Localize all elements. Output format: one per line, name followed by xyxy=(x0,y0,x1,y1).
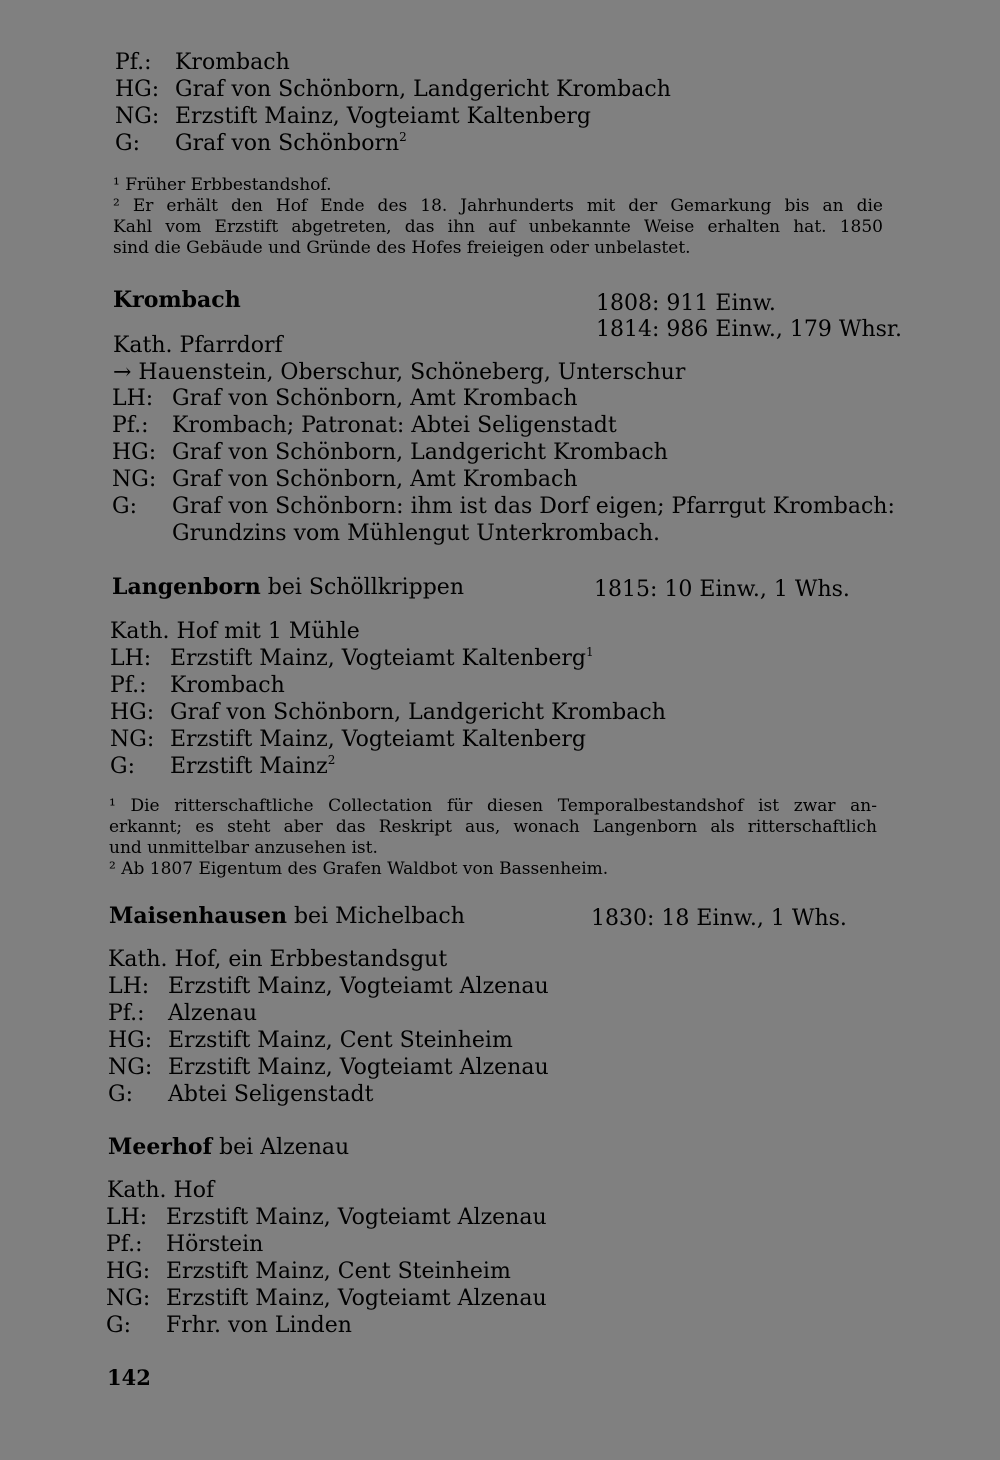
entry-row xyxy=(115,103,885,130)
row-label: HG: xyxy=(115,77,160,102)
row-value: Erzstift Mainz, Vogteiamt Kaltenberg xyxy=(175,104,591,129)
row-label: LH: xyxy=(108,974,150,999)
place-suffix: bei Michelbach xyxy=(286,904,465,929)
page-number: 142 xyxy=(107,1365,151,1390)
row-value: Erzstift Mainz, Vogteiamt Alzenau xyxy=(166,1205,547,1230)
row-value: Grundzins vom Mühlengut Unterkrombach. xyxy=(172,521,661,546)
row-value: Erzstift Mainz, Vogteiamt Kaltenberg xyxy=(170,646,586,671)
row-value: Krombach xyxy=(175,50,290,75)
row-label: NG: xyxy=(112,467,157,492)
row-label: HG: xyxy=(112,440,157,465)
entry-title-langenborn xyxy=(112,574,464,601)
entry-row xyxy=(115,49,885,76)
row-value: Abtei Seligenstadt xyxy=(168,1082,374,1107)
entry-row xyxy=(112,412,887,439)
row-label: Pf.: xyxy=(110,673,147,698)
row-label: LH: xyxy=(106,1205,148,1230)
entry-row xyxy=(110,645,880,672)
entry-row xyxy=(106,1312,876,1339)
row-value: Erzstift Mainz, Cent Steinheim xyxy=(166,1259,511,1284)
footnote-line: und unmittelbar anzusehen ist. xyxy=(109,838,378,858)
place-name: Meerhof xyxy=(108,1134,213,1160)
entry-row xyxy=(108,1027,878,1054)
entry-type: Kath. Pfarrdorf xyxy=(113,333,283,358)
entry-title-meerhof xyxy=(108,1134,349,1161)
entry-row xyxy=(108,973,878,1000)
footnote-line: ² Ab 1807 Eigentum des Grafen Waldbot von Bassenheim. xyxy=(109,859,609,879)
footnote-ref: 2 xyxy=(327,753,336,767)
entry-row xyxy=(106,1285,876,1312)
population: 1815: 10 Einw., 1 Whs. xyxy=(594,577,850,602)
row-value: Graf von Schönborn, Landgericht Krombach xyxy=(170,700,666,725)
row-label: LH: xyxy=(112,386,154,411)
row-value: Erzstift Mainz, Cent Steinheim xyxy=(168,1028,513,1053)
row-label: G: xyxy=(112,494,137,519)
row-label: NG: xyxy=(106,1286,151,1311)
entry-row xyxy=(106,1258,876,1285)
footnote-line: ¹ Früher Erbbestandshof. xyxy=(113,175,332,195)
entry-row xyxy=(106,1231,876,1258)
entry-row xyxy=(112,493,895,520)
row-label: HG: xyxy=(110,700,155,725)
top-footnotes xyxy=(113,175,883,259)
entry-type: Kath. Hof mit 1 Mühle xyxy=(110,619,360,644)
entry-row xyxy=(112,385,887,412)
maisenhausen-rows xyxy=(108,973,878,1108)
top-entry xyxy=(115,49,885,157)
place-suffix: bei Alzenau xyxy=(212,1135,350,1160)
row-label: Pf.: xyxy=(106,1232,143,1257)
entry-row xyxy=(106,1204,876,1231)
row-value: Erzstift Mainz, Vogteiamt Alzenau xyxy=(168,974,549,999)
row-label: G: xyxy=(108,1082,133,1107)
place-name: Krombach xyxy=(113,287,241,313)
row-value: Graf von Schönborn: ihm ist das Dorf eigen; Pfarrgut Krombach: xyxy=(172,494,895,519)
entry-row xyxy=(110,699,880,726)
row-value: Hörstein xyxy=(166,1232,264,1257)
place-name: Langenborn xyxy=(112,574,261,600)
footnote-line: erkannt; es steht aber das Reskript aus, wonach Langenborn als ritterschaftlich xyxy=(109,817,877,837)
row-value: Graf von Schönborn xyxy=(175,131,400,156)
entry-row xyxy=(108,1081,878,1108)
footnote-ref: 2 xyxy=(399,130,407,144)
row-value: Erzstift Mainz xyxy=(170,754,328,779)
entry-row xyxy=(110,753,880,780)
langenborn-footnotes xyxy=(109,796,877,880)
row-label: HG: xyxy=(108,1028,153,1053)
entry-row xyxy=(112,466,887,493)
population: 1830: 18 Einw., 1 Whs. xyxy=(591,906,847,931)
row-label: G: xyxy=(110,754,135,779)
row-label: NG: xyxy=(115,104,160,129)
arrow-line: → Hauenstein, Oberschur, Schöneberg, Unterschur xyxy=(113,360,686,385)
footnote-ref: 1 xyxy=(585,645,594,659)
footnote-line: ¹ Die ritterschaftliche Collectation für diesen Temporalbestandshof ist zwar an- xyxy=(109,796,877,816)
row-value: Graf von Schönborn, Amt Krombach xyxy=(172,386,578,411)
footnote-line: sind die Gebäude und Gründe des Hofes freieigen oder unbelastet. xyxy=(113,238,691,258)
row-label: NG: xyxy=(110,727,155,752)
entry-row xyxy=(110,672,880,699)
entry-title-krombach xyxy=(113,287,241,314)
entry-type: Kath. Hof xyxy=(107,1178,215,1203)
entry-row xyxy=(108,1000,878,1027)
place-suffix: bei Schöllkrippen xyxy=(260,575,464,600)
langenborn-rows xyxy=(110,645,880,780)
row-value: Erzstift Mainz, Vogteiamt Kaltenberg xyxy=(170,727,586,752)
place-name: Maisenhausen xyxy=(109,903,287,929)
row-value: Krombach; Patronat: Abtei Seligenstadt xyxy=(172,413,617,438)
row-label: NG: xyxy=(108,1055,153,1080)
row-label: LH: xyxy=(110,646,152,671)
row-value: Krombach xyxy=(170,673,285,698)
row-value: Graf von Schönborn, Amt Krombach xyxy=(172,467,578,492)
row-value: Erzstift Mainz, Vogteiamt Alzenau xyxy=(166,1286,547,1311)
entry-row-continuation xyxy=(112,520,887,547)
entry-row xyxy=(115,130,885,157)
entry-title-maisenhausen xyxy=(109,903,465,930)
row-value: Alzenau xyxy=(168,1001,257,1026)
meerhof-rows xyxy=(106,1204,876,1339)
row-value: Frhr. von Linden xyxy=(166,1313,352,1338)
entry-row xyxy=(110,726,880,753)
footnote-line: Kahl vom Erzstift abgetreten, das ihn auf unbekannte Weise erhalten hat. 1850 xyxy=(113,217,883,237)
row-label: Pf.: xyxy=(108,1001,145,1026)
row-label: G: xyxy=(106,1313,131,1338)
population-1814: 1814: 986 Einw., 179 Whsr. xyxy=(596,317,902,342)
entry-type: Kath. Hof, ein Erbbestandsgut xyxy=(108,947,448,972)
krombach-rows xyxy=(112,385,895,547)
row-label: Pf.: xyxy=(112,413,149,438)
row-value: Graf von Schönborn, Landgericht Krombach xyxy=(175,77,671,102)
population-1808: 1808: 911 Einw. xyxy=(596,291,776,316)
row-label: Pf.: xyxy=(115,50,152,75)
footnote-line: ² Er erhält den Hof Ende des 18. Jahrhunderts mit der Gemarkung bis an die xyxy=(113,196,883,216)
entry-row xyxy=(112,439,887,466)
entry-row xyxy=(115,76,885,103)
row-value: Erzstift Mainz, Vogteiamt Alzenau xyxy=(168,1055,549,1080)
row-label: HG: xyxy=(106,1259,151,1284)
row-label: G: xyxy=(115,131,140,156)
entry-row xyxy=(108,1054,878,1081)
row-value: Graf von Schönborn, Landgericht Krombach xyxy=(172,440,668,465)
